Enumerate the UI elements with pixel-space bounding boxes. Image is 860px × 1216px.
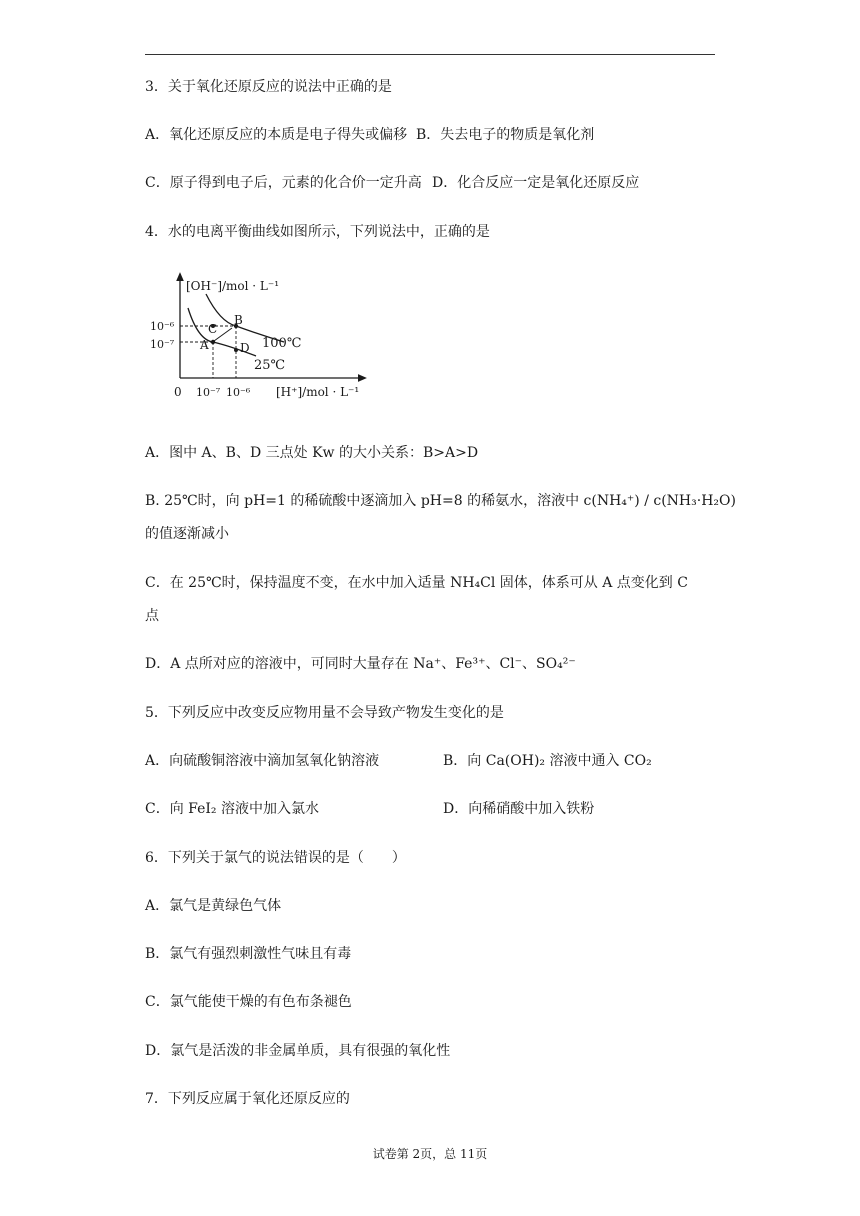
y-axis-label: [OH⁻]/mol · L⁻¹ (186, 279, 280, 293)
question-4-option-d: D．A 点所对应的溶液中，可同时大量存在 Na⁺、Fe³⁺、Cl⁻、SO₄²⁻ (145, 656, 576, 672)
point-label-b: B (234, 313, 243, 327)
question-3-option-c: C．原子得到电子后，元素的化合价一定升高 (145, 175, 422, 191)
header-rule (145, 54, 715, 55)
question-5-option-d: D．向稀硝酸中加入铁粉 (443, 801, 595, 817)
question-4-option-b-line2: 的值逐渐减小 (145, 526, 229, 542)
question-5-option-a: A．向硫酸铜溶液中滴加氢氧化钠溶液 (145, 753, 380, 769)
page-footer: 试卷第 2页，总 11页 (372, 1147, 488, 1161)
question-7-stem: 7．下列反应属于氧化还原反应的 (145, 1091, 350, 1107)
question-4-option-b-line1: B. 25℃时，向 pH=1 的稀硫酸中逐滴加入 pH=8 的稀氨水，溶液中 c(NH₄⁺) / c(NH₃·H₂O) (145, 493, 736, 509)
curve-label-25c: 25℃ (254, 358, 286, 373)
curve-label-100c: 100℃ (262, 336, 302, 351)
question-3-option-b: B．失去电子的物质是氧化剂 (416, 127, 595, 143)
question-5-option-b: B．向 Ca(OH)₂ 溶液中通入 CO₂ (443, 753, 652, 769)
question-5-option-c: C．向 FeI₂ 溶液中加入氯水 (145, 801, 319, 817)
point-d (234, 348, 238, 352)
y-tick-1e-7: 10⁻⁷ (150, 338, 175, 351)
question-6-option-c: C．氯气能使干燥的有色布条褪色 (145, 994, 352, 1010)
question-3-option-a: A．氧化还原反应的本质是电子得失或偏移 (145, 127, 408, 143)
question-4-option-c-line2: 点 (145, 608, 159, 624)
point-label-a: A (200, 338, 209, 352)
question-4-option-c-line1: C．在 25℃时，保持温度不变，在水中加入适量 NH₄Cl 固体，体系可从 A 点变化到 C (145, 575, 688, 591)
point-label-d: D (240, 341, 250, 355)
point-label-c: C (208, 322, 218, 336)
point-a (211, 340, 215, 344)
question-4-stem: 4．水的电离平衡曲线如图所示，下列说法中，正确的是 (145, 224, 490, 240)
question-4-option-a: A．图中 A、B、D 三点处 Kw 的大小关系：B>A>D (145, 445, 479, 461)
question-6-option-d: D．氯气是活泼的非金属单质，具有很强的氧化性 (145, 1043, 451, 1059)
x-axis-label: [H⁺]/mol · L⁻¹ (276, 385, 360, 399)
question-3-option-d: D．化合反应一定是氧化还原反应 (432, 175, 640, 191)
question-6-stem: 6．下列关于氯气的说法错误的是（ ） (145, 850, 406, 866)
x-tick-1e-6: 10⁻⁶ (226, 386, 251, 399)
water-ionization-graph (148, 270, 373, 405)
question-5-stem: 5．下列反应中改变反应物用量不会导致产物发生变化的是 (145, 705, 504, 721)
origin-label: 0 (174, 385, 182, 399)
question-6-option-a: A．氯气是黄绿色气体 (145, 898, 282, 914)
question-6-option-b: B．氯气有强烈刺激性气味且有毒 (145, 946, 352, 962)
curve-100c (206, 294, 284, 342)
y-tick-1e-6: 10⁻⁶ (150, 320, 175, 333)
x-tick-1e-7: 10⁻⁷ (196, 386, 221, 399)
question-3-stem: 3．关于氧化还原反应的说法中正确的是 (145, 79, 392, 95)
